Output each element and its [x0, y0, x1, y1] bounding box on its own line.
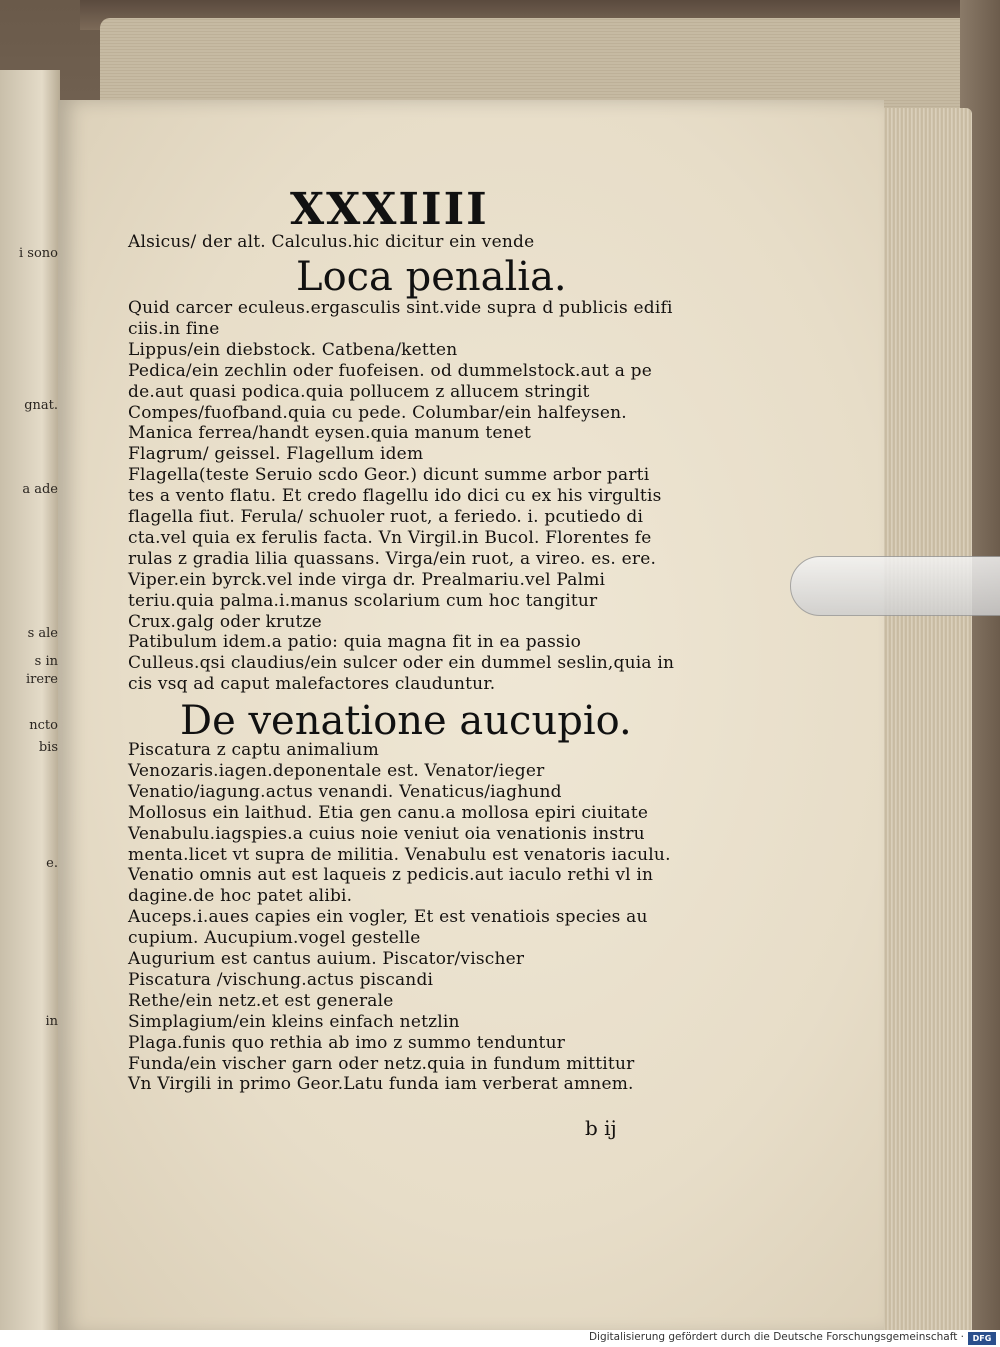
text-line: Venatio/iagung.actus venandi. Venaticus/iaghund [128, 781, 562, 802]
text-line: dagine.de hoc patet alibi. [128, 886, 353, 907]
text-line: Venabulu.iagspies.a cuius noie veniut oia venationis instru [128, 823, 645, 844]
left-margin-fragment: s ale [27, 626, 58, 641]
text-line: Piscatura z captu animalium [128, 740, 379, 760]
dfg-logo-icon: DFG [968, 1332, 996, 1345]
left-margin-fragment: i sono [19, 246, 58, 261]
book-clamp [790, 556, 1000, 616]
text-line: cta.vel quia ex ferulis facta. Vn Virgil.in Bucol. Florentes fe [128, 527, 652, 548]
text-line: Patibulum idem.a patio: quia magna fit in ea passio [128, 632, 582, 653]
text-line: Simplagium/ein kleins einfach netzlin [128, 1011, 460, 1032]
folio-number: XXXIIII [290, 184, 489, 235]
text-line: Piscatura /vischung.actus piscandi [128, 969, 434, 990]
text-line: Alsicus/ der alt. Calculus.hic dicitur ein vende [128, 232, 535, 252]
text-line: Pedica/ein zechlin oder fuofeisen. od dummelstock.aut a pe [128, 360, 653, 381]
text-line: tes a vento flatu. Et credo flagellu ido dici cu ex his virgultis [128, 486, 662, 507]
text-line: Crux.galg oder krutze [128, 611, 322, 632]
text-line: Viper.ein byrck.vel inde virga dr. Prealmariu.vel Palmi [128, 569, 606, 590]
left-margin-fragment: a ade [22, 482, 58, 497]
text-line: Mollosus ein laithud. Etia gen canu.a mollosa epiri ciuitate [128, 802, 649, 823]
text-line: Venatio omnis aut est laqueis z pedicis.aut iaculo rethi vl in [128, 865, 654, 886]
text-line: Funda/ein vischer garn oder netz.quia in fundum mittitur [128, 1053, 635, 1074]
text-line: flagella fiut. Ferula/ schuoler ruot, a feriedo. i. pcutiedo di [128, 507, 644, 527]
text-line: menta.licet vt supra de militia. Venabulu est venatoris iaculu. [128, 844, 671, 865]
text-line: Auceps.i.aues capies ein vogler, Et est venatiois species au [128, 907, 648, 928]
left-margin-fragment: e. [46, 856, 58, 871]
left-margin-fragment: gnat. [24, 398, 58, 413]
text-line: Venozaris.iagen.deponentale est. Venator/ieger [128, 760, 545, 781]
text-line: cupium. Aucupium.vogel gestelle [128, 928, 421, 949]
text-line: Flagrum/ geissel. Flagellum idem [128, 444, 424, 465]
left-margin-fragment: in [45, 1014, 58, 1029]
text-line: Augurium est cantus auium. Piscator/vischer [128, 949, 525, 969]
page-block-top-edge [100, 18, 990, 108]
text-line: cis vsq ad caput malefactores clauduntur. [128, 674, 496, 695]
left-margin-fragment: irere [26, 672, 58, 687]
text-line: Lippus/ein diebstock. Catbena/ketten [128, 339, 458, 360]
text-line: Plaga.funis quo rethia ab imo z summo tenduntur [128, 1032, 566, 1053]
signature-mark: b ij [585, 1116, 617, 1140]
left-page [0, 70, 60, 1335]
text-line: de.aut quasi podica.quia pollucem z allucem stringit [128, 381, 590, 402]
text-line: Rethe/ein netz.et est generale [128, 990, 394, 1011]
text-line: ciis.in fine [128, 318, 220, 339]
text-line: teriu.quia palma.i.manus scolarium cum hoc tangitur [128, 590, 598, 611]
section-heading-de-venatione: De venatione aucupio. [180, 698, 632, 744]
text-line: rulas z gradia lilia quassans. Virga/ein ruot, a vireo. es. ere. [128, 548, 657, 569]
text-line: Vn Virgili in primo Geor.Latu funda iam verberat amnem. [128, 1074, 634, 1095]
section-heading-loca-penalia: Loca penalia. [296, 254, 567, 300]
text-line: Compes/fuofband.quia cu pede. Columbar/ein halfeysen. [128, 402, 627, 423]
left-margin-fragment: bis [38, 740, 58, 755]
text-line: Flagella(teste Seruio scdo Geor.) dicunt summe arbor parti [128, 465, 650, 486]
left-margin-fragment: ncto [29, 718, 58, 733]
footer-credit: Digitalisierung gefördert durch die Deutsche Forschungsgemeinschaft · [588, 1331, 964, 1343]
text-line: Quid carcer eculeus.ergasculis sint.vide supra d publicis edifi [128, 298, 673, 318]
text-line: Manica ferrea/handt eysen.quia manum tenet [128, 423, 532, 444]
text-line: Culleus.qsi claudius/ein sulcer oder ein dummel seslin,quia in [128, 653, 675, 674]
left-margin-fragment: s in [34, 654, 58, 669]
page-block-fore-edge [872, 108, 972, 1338]
